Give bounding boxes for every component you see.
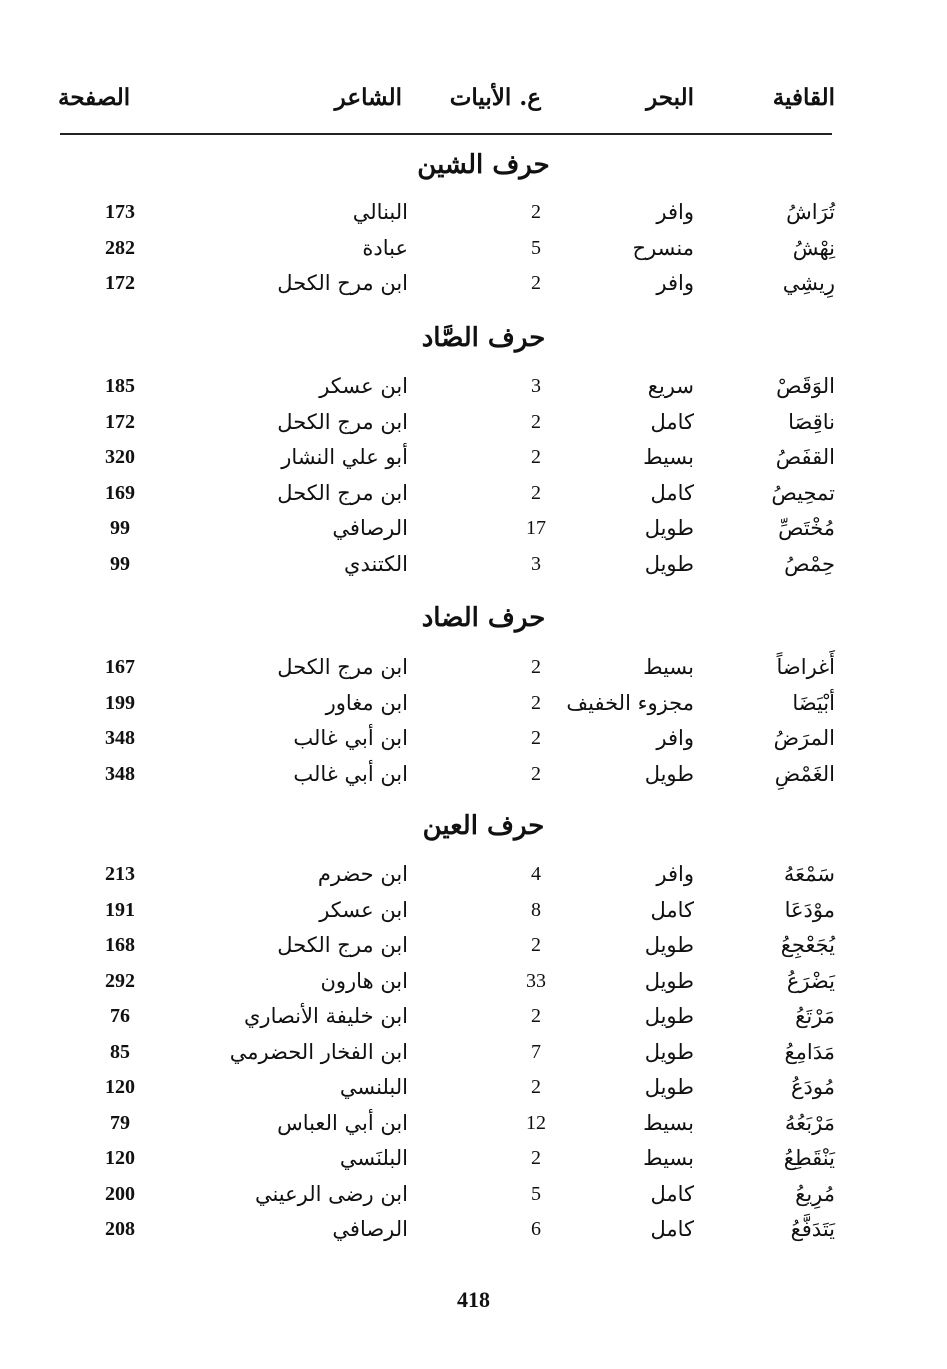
- row-poet: ابن حضرم: [317, 862, 408, 886]
- row-bahr: طويل: [644, 1075, 694, 1099]
- header-count: ع. الأبيات: [449, 84, 541, 111]
- table-row: [0, 721, 947, 755]
- row-bahr: طويل: [644, 1004, 694, 1028]
- row-poet: ابن عسكر: [319, 898, 408, 922]
- table-row: [0, 231, 947, 265]
- row-poet: ابن مرج الكحل: [277, 655, 408, 679]
- row-verse-count: 2: [531, 692, 541, 714]
- row-verse-count: 2: [531, 763, 541, 785]
- row-bahr: طويل: [644, 516, 694, 540]
- row-page: 292: [105, 970, 135, 992]
- row-bahr: وافر: [656, 200, 694, 224]
- row-bahr: كامل: [650, 481, 694, 505]
- row-poet: ابن مغاور: [325, 691, 408, 715]
- row-bahr: مجزوء الخفيف: [566, 691, 694, 715]
- row-qafia: حِمْصُ: [784, 552, 835, 576]
- table-row: [0, 511, 947, 545]
- table-row: [0, 1177, 947, 1211]
- row-bahr: طويل: [644, 969, 694, 993]
- row-page: 173: [105, 201, 135, 223]
- header-divider: [60, 133, 832, 135]
- table-row: [0, 369, 947, 403]
- row-qafia: يُجَعْجِعُ: [780, 933, 835, 957]
- row-verse-count: 4: [531, 863, 541, 885]
- row-bahr: كامل: [650, 410, 694, 434]
- row-page: 320: [105, 446, 135, 468]
- row-page: 200: [105, 1183, 135, 1205]
- row-qafia: مُخْتَصِّ: [778, 516, 835, 540]
- table-header: [0, 84, 947, 124]
- row-verse-count: 3: [531, 553, 541, 575]
- row-qafia: مَرْتَعُ: [795, 1004, 835, 1028]
- row-poet: ابن هارون: [320, 969, 408, 993]
- table-row: [0, 928, 947, 962]
- row-bahr: كامل: [650, 898, 694, 922]
- section-title: حرف الشين: [417, 150, 550, 180]
- row-poet: البنالي: [352, 200, 408, 224]
- row-page: 167: [105, 656, 135, 678]
- row-verse-count: 2: [531, 201, 541, 223]
- header-page: الصفحة: [58, 84, 131, 111]
- row-qafia: الغَمْضِ: [774, 762, 835, 786]
- row-qafia: سَمْعَهُ: [783, 862, 835, 886]
- row-page: 191: [105, 899, 135, 921]
- row-poet: عبادة: [362, 236, 408, 260]
- row-bahr: طويل: [644, 1040, 694, 1064]
- table-row: [0, 1106, 947, 1140]
- row-verse-count: 2: [531, 656, 541, 678]
- row-qafia: يَنْقَطِعُ: [783, 1146, 835, 1170]
- row-verse-count: 2: [531, 272, 541, 294]
- row-verse-count: 2: [531, 411, 541, 433]
- row-verse-count: 5: [531, 1183, 541, 1205]
- row-qafia: يَتَدَفَّعُ: [790, 1217, 835, 1241]
- row-bahr: طويل: [644, 933, 694, 957]
- header-qafia: القافية: [772, 84, 835, 111]
- row-page: 282: [105, 237, 135, 259]
- row-poet: ابن رضى الرعيني: [254, 1182, 408, 1206]
- row-page: 99: [110, 517, 130, 539]
- row-page: 85: [110, 1041, 130, 1063]
- row-poet: الرصافي: [332, 516, 408, 540]
- row-qafia: موْدَعَا: [784, 898, 835, 922]
- row-verse-count: 2: [531, 1147, 541, 1169]
- table-row: [0, 266, 947, 300]
- row-page: 348: [105, 727, 135, 749]
- table-row: [0, 893, 947, 927]
- row-bahr: بسيط: [643, 655, 694, 679]
- row-bahr: كامل: [650, 1182, 694, 1206]
- section-title: حرف العين: [422, 811, 545, 841]
- row-verse-count: 12: [526, 1112, 546, 1134]
- table-row: [0, 857, 947, 891]
- row-verse-count: 8: [531, 899, 541, 921]
- row-qafia: تمحِيصُ: [771, 481, 835, 505]
- row-poet: أبو علي النشار: [281, 445, 408, 469]
- header-poet: الشاعر: [334, 84, 402, 111]
- row-page: 169: [105, 482, 135, 504]
- row-qafia: القفَصُ: [775, 445, 835, 469]
- table-row: [0, 1070, 947, 1104]
- section-title: حرف الصَّاد: [421, 323, 546, 353]
- row-poet: ابن مرج الكحل: [277, 481, 408, 505]
- row-page: 99: [110, 553, 130, 575]
- row-page: 120: [105, 1076, 135, 1098]
- row-bahr: منسرح: [632, 236, 694, 260]
- row-page: 185: [105, 375, 135, 397]
- row-page: 199: [105, 692, 135, 714]
- row-page: 76: [110, 1005, 130, 1027]
- row-verse-count: 6: [531, 1218, 541, 1240]
- row-qafia: مُرِيعُ: [795, 1182, 835, 1206]
- row-poet: البلنسي: [339, 1075, 408, 1099]
- row-bahr: طويل: [644, 762, 694, 786]
- row-qafia: مَدَامِعُ: [784, 1040, 835, 1064]
- row-bahr: بسيط: [643, 1111, 694, 1135]
- row-bahr: بسيط: [643, 445, 694, 469]
- row-qafia: المرَضُ: [773, 726, 835, 750]
- header-bahr: البحر: [646, 84, 694, 111]
- table-row: [0, 440, 947, 474]
- row-page: 213: [105, 863, 135, 885]
- row-bahr: بسيط: [643, 1146, 694, 1170]
- table-row: [0, 405, 947, 439]
- row-verse-count: 2: [531, 1005, 541, 1027]
- row-poet: ابن مرح الكحل: [277, 271, 408, 295]
- row-bahr: سريع: [647, 374, 694, 398]
- row-qafia: أبْيَضَا: [792, 691, 835, 715]
- table-row: [0, 650, 947, 684]
- section-title: حرف الضاد: [421, 603, 546, 633]
- row-verse-count: 7: [531, 1041, 541, 1063]
- row-verse-count: 33: [526, 970, 546, 992]
- row-page: 172: [105, 272, 135, 294]
- row-verse-count: 2: [531, 1076, 541, 1098]
- row-qafia: رِيشِي: [782, 271, 835, 295]
- row-verse-count: 5: [531, 237, 541, 259]
- row-qafia: يَضْرَعُ: [786, 969, 835, 993]
- table-row: [0, 1035, 947, 1069]
- row-poet: البلنَسي: [339, 1146, 408, 1170]
- row-page: 348: [105, 763, 135, 785]
- page-number: 418: [457, 1287, 490, 1312]
- table-row: [0, 1141, 947, 1175]
- table-row: [0, 757, 947, 791]
- row-poet: ابن خليفة الأنصاري: [243, 1004, 408, 1028]
- row-qafia: تُرَاشُ: [786, 200, 835, 224]
- row-qafia: أَغراضاً: [776, 655, 835, 679]
- table-row: [0, 1212, 947, 1246]
- row-verse-count: 2: [531, 727, 541, 749]
- row-poet: الرصافي: [332, 1217, 408, 1241]
- row-verse-count: 2: [531, 934, 541, 956]
- row-qafia: مُودَعُ: [791, 1075, 835, 1099]
- row-poet: ابن أبي غالب: [293, 726, 408, 750]
- row-page: 208: [105, 1218, 135, 1240]
- row-poet: ابن الفخار الحضرمي: [229, 1040, 408, 1064]
- row-poet: الكتندي: [344, 552, 408, 576]
- table-row: [0, 476, 947, 510]
- row-bahr: طويل: [644, 552, 694, 576]
- row-qafia: نِهْشُ: [792, 236, 835, 260]
- row-verse-count: 3: [531, 375, 541, 397]
- row-page: 120: [105, 1147, 135, 1169]
- row-qafia: مَرْبَعُهُ: [784, 1111, 835, 1135]
- row-verse-count: 2: [531, 482, 541, 504]
- row-page: 172: [105, 411, 135, 433]
- table-row: [0, 195, 947, 229]
- row-poet: ابن مرج الكحل: [277, 933, 408, 957]
- row-page: 79: [110, 1112, 130, 1134]
- table-row: [0, 964, 947, 998]
- row-bahr: كامل: [650, 1217, 694, 1241]
- row-verse-count: 17: [526, 517, 546, 539]
- row-bahr: وافر: [656, 862, 694, 886]
- row-poet: ابن أبي العباس: [277, 1111, 408, 1135]
- table-row: [0, 547, 947, 581]
- row-poet: ابن أبي غالب: [293, 762, 408, 786]
- row-qafia: ناقِصَا: [788, 410, 835, 434]
- table-row: [0, 999, 947, 1033]
- row-verse-count: 2: [531, 446, 541, 468]
- row-page: 168: [105, 934, 135, 956]
- table-row: [0, 686, 947, 720]
- row-qafia: الوَقَصْ: [776, 374, 835, 398]
- row-poet: ابن عسكر: [319, 374, 408, 398]
- row-poet: ابن مرج الكحل: [277, 410, 408, 434]
- row-bahr: وافر: [656, 726, 694, 750]
- row-bahr: وافر: [656, 271, 694, 295]
